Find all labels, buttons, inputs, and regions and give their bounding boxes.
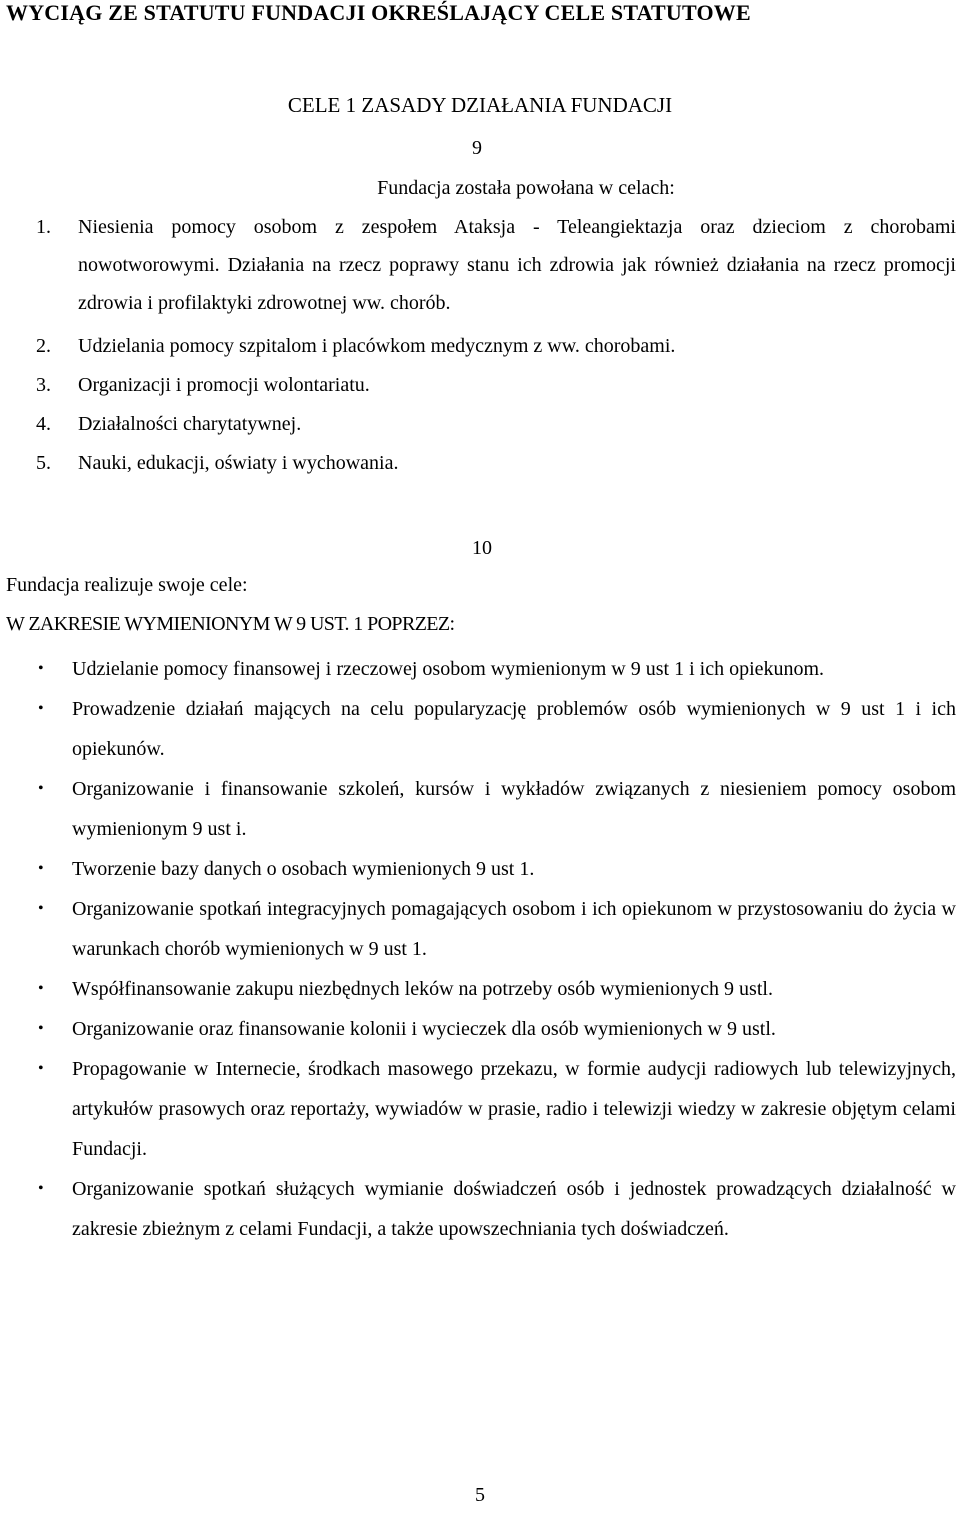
bullet-icon: • [38,1020,44,1037]
goal-item-4 [36,405,956,443]
bullet-icon: • [38,660,44,677]
chapter-title: CELE 1 ZASADY DZIAŁANIA FUNDACJI [287,93,673,117]
bullet-icon: • [38,900,44,917]
activity-list [0,649,960,1249]
goal-item-1 [36,208,956,322]
bullet-icon: • [38,700,44,717]
activity-item [0,889,960,969]
activity-text: Propagowanie w Internecie, środkach masowego przekazu, w formie audycji radiowych lub telewizyjnych, artykułów prasowych oraz reportaży, wywiadów w prasie, radio i telewizji wiedzy w zakresie objętym celami Fundacji. [72,1058,956,1160]
activity-item [0,1009,960,1049]
section-9-intro-text: Fundacja została powołana w celach: [377,177,675,199]
goal-item-number: 3. [36,374,51,396]
activity-item [0,769,960,849]
goal-item-number: 4. [36,413,51,435]
goal-item-text: Organizacji i promocji wolontariatu. [78,374,370,396]
activity-item [0,849,960,889]
goal-item-number: 5. [36,452,51,474]
goal-item-5 [36,444,956,482]
bullet-icon: • [38,1060,44,1077]
bullet-icon: • [38,980,44,997]
section-9-label: 9 [472,137,482,159]
bullet-icon: • [38,860,44,877]
goal-item-text: Działalności charytatywnej. [78,413,302,435]
activity-text: Organizowanie spotkań służących wymianie doświadczeń osób i jednostek prowadzących działalność w zakresie zbieżnym z celami Fundacji, a także upowszechniania tych doświadczeń. [72,1178,956,1240]
activity-item [0,969,960,1009]
goal-item-text: Nauki, edukacji, oświaty i wychowania. [78,452,399,474]
chapter-heading [0,93,960,118]
activity-text: Tworzenie bazy danych o osobach wymienionych 9 ust 1. [72,858,535,880]
goal-item-number: 2. [36,335,51,357]
goal-item-text: Udzielania pomocy szpitalom i placówkom medycznym z ww. chorobami. [78,335,676,357]
document-title: WYCIĄG ZE STATUTU FUNDACJI OKREŚLAJĄCY CELE STATUTOWE [6,0,751,25]
activity-text: Organizowanie oraz finansowanie kolonii i wycieczek dla osób wymienionych w 9 ustl. [72,1018,776,1040]
activity-text: Organizowanie i finansowanie szkoleń, kursów i wykładów związanych z niesieniem pomocy osobom wymienionym 9 ust i. [72,778,956,840]
goal-item-2 [36,327,956,365]
goal-item-3 [36,366,956,404]
section-10-label: 10 [472,537,492,559]
activity-text: Prowadzenie działań mających na celu popularyzację problemów osób wymienionych w 9 ust 1 i ich opiekunów. [72,698,956,760]
activity-item [0,1169,960,1249]
activity-text: Współfinansowanie zakupu niezbędnych leków na potrzeby osób wymienionych 9 ustl. [72,978,773,1000]
section-10-intro: Fundacja realizuje swoje cele: [6,574,248,596]
activity-item [0,689,960,769]
goal-item-number: 1. [36,216,51,238]
section-10-scope: W ZAKRESIE WYMIENIONYM W 9 UST. 1 POPRZEZ: [6,613,455,635]
activity-text: Udzielanie pomocy finansowej i rzeczowej osobom wymienionym w 9 ust 1 i ich opiekunom. [72,658,825,680]
section-9-intro [0,176,960,200]
activity-item [0,649,960,689]
page-number: 5 [475,1484,485,1506]
bullet-icon: • [38,780,44,797]
bullet-icon: • [38,1180,44,1197]
activity-text: Organizowanie spotkań integracyjnych pomagających osobom i ich opiekunom w przystosowaniu do życia w warunkach chorób wymienionych w 9 ust 1. [72,898,956,960]
activity-item [0,1049,960,1169]
goal-item-text: Niesienia pomocy osobom z zespołem Ataksja - Teleangiektazja oraz dzieciom z chorobami nowotworowymi. Działania na rzecz poprawy stanu ich zdrowia jak również działania na rzecz promocji zdrowia i profilaktyki zdrowotnej ww. chorób. [78,216,956,314]
